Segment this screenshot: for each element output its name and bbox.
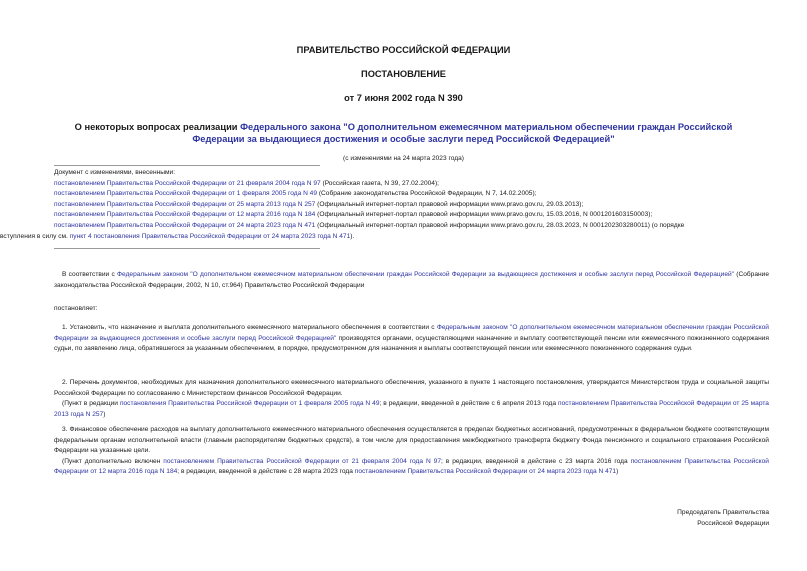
government-heading: ПРАВИТЕЛЬСТВО РОССИЙСКОЙ ФЕДЕРАЦИИ [296,45,511,55]
title-prefix: О некоторых вопросах реализации [74,122,241,132]
revision-source: (Официальный интернет-портал правовой информации www.pravo.gov.ru, 15.03.2016, N 0001201603150003); [315,211,653,219]
revision-link[interactable]: постановлением Правительства Российской Федерации от 24 марта 2023 года N 471 [54,221,316,229]
p2-text: 2. Перечень документов, необходимых для назначения дополнительного ежемесячного материального обеспечения, указанного в пункте 1 настоящего постановления, утверждается Министерством труда и социальной защиты Российской Федерации по согласованию с Министерством финансов Российской Федерации. [54,379,769,397]
p2-note-text: (Пункт в редакции [62,400,120,408]
document-subtitle: (с изменениями на 24 марта 2023 года) [343,155,464,162]
revisions-intro: Документ с изменениями, внесенными: [54,169,176,176]
p2-note-text-2: ; в редакции, введенной в действие с 6 апреля 2013 года [379,400,558,408]
preamble-law-link[interactable]: Федеральным законом "О дополнительном ежемесячном материальном обеспечении граждан Российской Федерации за выдающиеся достижения и особые заслуги перед Российской Федерацией" [117,271,735,278]
revision-link[interactable]: постановлением Правительства Российской Федерации от 1 февраля 2005 года N 49 [54,190,318,198]
p3-note-text-2: ; в редакции, введенной в действие с 23 марта 2016 года [440,457,631,465]
signature-block [677,508,769,529]
p2-note [54,399,769,420]
preamble-paragraph [54,270,769,291]
p1-text-end: производятся органами, осуществляющими назначение и выплату соответствующей пенсии или ежемесячного пожизненного содержания судьи, по заявлению лица, обратившегося за указанным обеспечением, в порядке, предусмотренном для назначения и выплаты соответствующей пенсии или ежемесячного пожизненного содержания судьи. [54,334,769,353]
paragraph-3 [54,425,769,478]
revision-item [54,189,772,200]
revisions-bottom-divider [54,248,320,249]
revision-tail-end: ). [350,232,355,240]
revision-tail-link[interactable]: пункт 4 постановления Правительства Российской Федерации от 24 марта 2023 года N 471 [69,232,351,240]
p3-note [54,457,769,478]
revisions-top-divider [54,165,320,166]
revision-source: (Собрание законодательства Российской Федерации, N 7, 14.02.2005); [317,190,537,198]
p3-note-link-2[interactable]: постановлением Правительства Российской Федерации от 12 марта 2016 года N 184 [54,457,769,476]
p3-note-text-3: ; в редакции, введенной в действие с 28 марта 2023 года [177,468,355,476]
revision-link[interactable]: постановлением Правительства Российской Федерации от 12 марта 2016 года N 184 [54,211,316,219]
revision-link[interactable]: постановлением Правительства Российской Федерации от 21 февраля 2004 года N 97 [54,179,321,187]
preamble-text: В соответствии с [62,271,118,278]
p3-note-link-3[interactable]: постановлением Правительства Российской Федерации от 24 марта 2023 года N 471 [354,468,617,476]
revision-item [54,179,772,190]
revision-link[interactable]: постановлением Правительства Российской Федерации от 25 марта 2013 года N 257 [54,200,316,208]
p3-note-link-1[interactable]: постановлением Правительства Российской Федерации от 21 февраля 2004 года N 97 [163,457,441,465]
revision-tail [0,232,772,243]
p1-law-link[interactable]: Федеральным законом "О дополнительном ежемесячном материальном обеспечении граждан Российской Федерации за выдающиеся достижения и особые заслуги перед Российской Федерацией" [54,324,769,342]
p3-note-text: (Пункт дополнительно включен [62,457,164,465]
paragraph-2 [54,378,769,420]
p3-note-end: ) [616,468,619,476]
p2-note-link-1[interactable]: постановления Правительства Российской Федерации от 1 февраля 2005 года N 49 [119,400,380,408]
p2-note-end: ) [103,410,106,418]
decides-line: постановляет: [54,305,98,312]
document-title [48,121,759,145]
revision-source: (Официальный интернет-портал правовой информации www.pravo.gov.ru, 29.03.2013); [315,200,584,208]
paragraph-1 [54,323,769,355]
p2-note-link-2[interactable]: постановлением Правительства Российской Федерации от 25 марта 2013 года N 257 [54,400,769,418]
document-type-heading: ПОСТАНОВЛЕНИЕ [361,69,446,79]
preamble-text-end: (Собрание законодательства Российской Федерации, 2002, N 10, ст.964) Правительство Российской Федерации [54,271,769,289]
revision-item [54,221,772,232]
signature-title: Председатель Правительства [677,509,769,516]
document-date-heading: от 7 июня 2002 года N 390 [344,93,463,103]
p3-text: 3. Финансовое обеспечение расходов на выплату дополнительного ежемесячного материального обеспечения осуществляется в пределах бюджетных ассигнований, предусмотренных в федеральном бюджете соответствующим федеральным органам исполнительной власти (главным распорядителям бюджетных средств), в том числе для предоставления межбюджетного трансферта бюджету Фонда пенсионного и социального страхования Российской Федерации на указанные цели. [54,426,769,455]
revision-source: (Российская газета, N 39, 27.02.2004); [320,179,439,187]
title-law-link[interactable]: Федерального закона "О дополнительном ежемесячном материальном обеспечении граждан Российской Федерации за выдающиеся достижения и особые заслуги перед Российской Федерацией" [192,122,733,144]
revisions-block [0,168,772,242]
revision-tail-text: вступления в силу см. [0,232,70,240]
revision-item [54,210,772,221]
signature-organization: Российской Федерации [697,519,769,527]
revision-item [54,200,772,211]
revision-source: (Официальный интернет-портал правовой информации www.pravo.gov.ru, 28.03.2023, N 0001202303280011) (о порядке [315,221,685,229]
p1-text: 1. Установить, что назначение и выплата дополнительного ежемесячного материального обеспечения в соответствии с [62,324,437,331]
